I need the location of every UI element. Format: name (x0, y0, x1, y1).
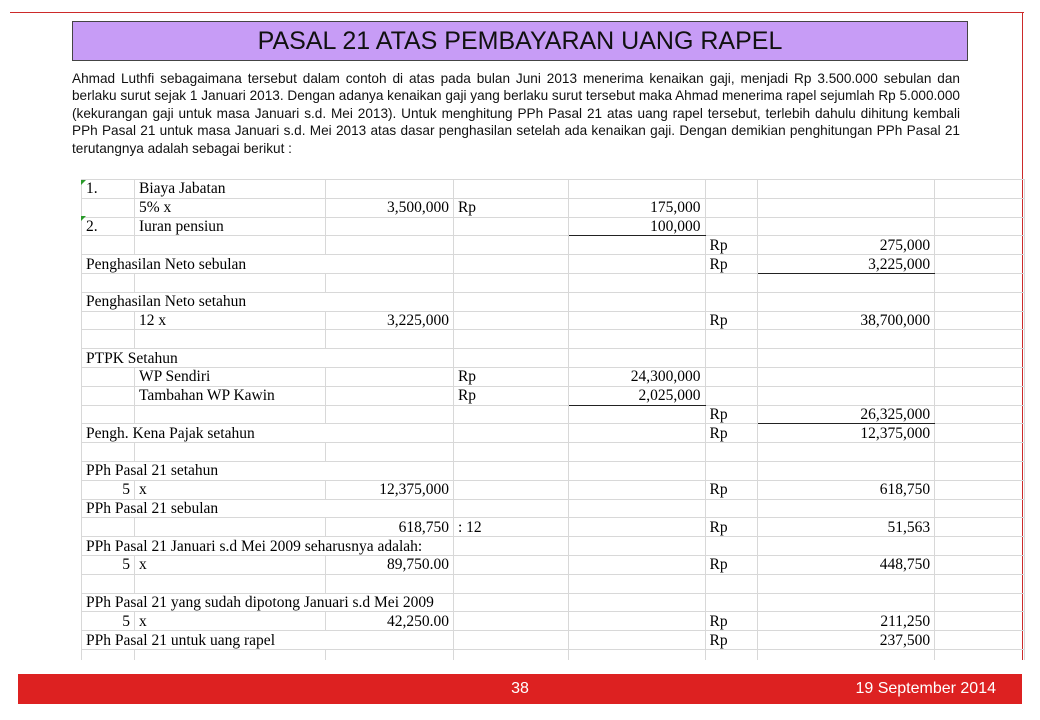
cell-h (935, 443, 1025, 462)
cell-c (325, 443, 453, 462)
cell-d: Rp (453, 386, 568, 405)
cell-f (705, 537, 758, 556)
cell-c (325, 574, 453, 593)
cell-e: 100,000 (568, 217, 705, 236)
table-row (82, 255, 1025, 274)
table-row (82, 499, 1025, 518)
cell-f (705, 349, 758, 368)
intro-paragraph: Ahmad Luthfi sebagaimana tersebut dalam contoh di atas pada bulan Juni 2013 menerima kenaikan gaji, menjadi Rp 3.500.000 sebulan dan berlaku surut sejak 1 Januari 2013. Dengan adanya kenaikan gaji yang berlaku surut tersebut maka Ahmad menerima rapel sejumlah Rp 5.000.000 (kekurangan gaji untuk masa Januari s.d. Mei 2013). Untuk menghitung PPh Pasal 21 atas uang rapel tersebut, terlebih dahulu dihitung kembali PPh Pasal 21 untuk masa Januari s.d. Mei 2013 atas dasar penghasilan setelah ada kenaikan gaji. Dengan demikian penghitungan PPh Pasal 21 terutangnya adalah sebagai berikut : (72, 71, 960, 156)
cell-g (758, 537, 935, 556)
cell-d (453, 424, 568, 443)
cell-c (325, 367, 453, 386)
cell-g (758, 593, 935, 612)
cell-g: 51,563 (758, 518, 935, 537)
cell-g (758, 273, 935, 292)
cell-f (705, 198, 758, 217)
cell-f (705, 367, 758, 386)
cell-b: Tambahan WP Kawin (134, 386, 325, 405)
cell-f (705, 499, 758, 518)
cell-e (568, 461, 705, 480)
cell-h (935, 555, 1025, 574)
cell-h (935, 236, 1025, 255)
cell-c: 3,225,000 (325, 311, 453, 330)
cell-a (82, 518, 135, 537)
cell-d (453, 349, 568, 368)
cell-d (453, 330, 568, 349)
cell-b: Iuran pensiun (134, 217, 325, 236)
cell-f: Rp (705, 424, 758, 443)
footer-date: 19 September 2014 (855, 680, 996, 697)
row-label: PTPK Setahun (82, 349, 454, 368)
cell-f: Rp (705, 480, 758, 499)
cell-h (935, 424, 1025, 443)
cell-h (935, 255, 1025, 274)
cell-g: 38,700,000 (758, 311, 935, 330)
cell-e (568, 649, 705, 660)
cell-b: Biaya Jabatan (134, 180, 325, 199)
row-label: Penghasilan Neto setahun (82, 292, 454, 311)
cell-d: : 12 (453, 518, 568, 537)
cell-f (705, 292, 758, 311)
table-row (82, 555, 1025, 574)
cell-d (453, 537, 568, 556)
cell-f (705, 574, 758, 593)
cell-g (758, 386, 935, 405)
cell-b (134, 574, 325, 593)
table-row (82, 236, 1025, 255)
table-row (82, 292, 1025, 311)
cell-d (453, 405, 568, 424)
table-row (82, 518, 1025, 537)
cell-a (82, 386, 135, 405)
cell-a (82, 443, 135, 462)
cell-b: 5% x (134, 198, 325, 217)
cell-g (758, 217, 935, 236)
cell-f: Rp (705, 518, 758, 537)
row-label: Penghasilan Neto sebulan (82, 255, 454, 274)
table-row (82, 593, 1025, 612)
cell-e (568, 518, 705, 537)
cell-d (453, 292, 568, 311)
cell-b: 12 x (134, 311, 325, 330)
cell-d (453, 311, 568, 330)
cell-f: Rp (705, 612, 758, 631)
cell-d (453, 499, 568, 518)
cell-e (568, 631, 705, 650)
row-label: PPh Pasal 21 setahun (82, 461, 454, 480)
cell-g (758, 198, 935, 217)
table-row (82, 574, 1025, 593)
cell-c (325, 180, 453, 199)
cell-g (758, 574, 935, 593)
cell-g (758, 367, 935, 386)
cell-c: 12,375,000 (325, 480, 453, 499)
cell-f (705, 180, 758, 199)
table-row (82, 273, 1025, 292)
cell-d (453, 180, 568, 199)
cell-c: 618,750 (325, 518, 453, 537)
cell-f: Rp (705, 236, 758, 255)
cell-d (453, 480, 568, 499)
cell-c: 3,500,000 (325, 198, 453, 217)
cell-d (453, 273, 568, 292)
cell-g (758, 292, 935, 311)
row-label: PPh Pasal 21 untuk uang rapel (82, 631, 454, 650)
table-row (82, 311, 1025, 330)
table-row (82, 649, 1025, 660)
table-row (82, 631, 1025, 650)
cell-f: Rp (705, 555, 758, 574)
table-row (82, 386, 1025, 405)
cell-b (134, 649, 325, 660)
cell-g: 618,750 (758, 480, 935, 499)
cell-h (935, 180, 1025, 199)
cell-f (705, 443, 758, 462)
cell-g: 12,375,000 (758, 424, 935, 443)
cell-d (453, 574, 568, 593)
cell-e (568, 311, 705, 330)
cell-h (935, 499, 1025, 518)
row-label: PPh Pasal 21 Januari s.d Mei 2009 seharusnya adalah: (82, 537, 454, 556)
cell-d (453, 555, 568, 574)
cell-g (758, 349, 935, 368)
table-row (82, 217, 1025, 236)
cell-a (82, 236, 135, 255)
cell-g: 237,500 (758, 631, 935, 650)
cell-c (325, 217, 453, 236)
cell-h (935, 405, 1025, 424)
table-row (82, 367, 1025, 386)
table-row (82, 180, 1025, 199)
cell-d (453, 649, 568, 660)
cell-a (82, 273, 135, 292)
cell-d (453, 217, 568, 236)
cell-e (568, 405, 705, 424)
cell-b (134, 330, 325, 349)
cell-e (568, 330, 705, 349)
cell-f: Rp (705, 311, 758, 330)
cell-g (758, 180, 935, 199)
cell-b (134, 405, 325, 424)
cell-f (705, 330, 758, 349)
cell-h (935, 480, 1025, 499)
cell-note-marker (81, 216, 86, 221)
cell-c (325, 405, 453, 424)
cell-g (758, 499, 935, 518)
cell-d (453, 593, 568, 612)
cell-e (568, 612, 705, 631)
cell-c (325, 236, 453, 255)
slide-frame-top (10, 12, 1024, 13)
cell-e (568, 555, 705, 574)
table-row (82, 480, 1025, 499)
cell-g: 448,750 (758, 555, 935, 574)
cell-c: 89,750.00 (325, 555, 453, 574)
cell-a: 2. (82, 217, 135, 236)
cell-b (134, 273, 325, 292)
cell-f (705, 461, 758, 480)
cell-e: 2,025,000 (568, 386, 705, 405)
cell-h (935, 349, 1025, 368)
cell-e (568, 593, 705, 612)
table-row (82, 461, 1025, 480)
cell-h (935, 292, 1025, 311)
cell-a (82, 367, 135, 386)
cell-a: 5 (82, 480, 135, 499)
cell-b (134, 443, 325, 462)
cell-b (134, 518, 325, 537)
cell-h (935, 386, 1025, 405)
table-row (82, 349, 1025, 368)
cell-f (705, 273, 758, 292)
cell-note-marker (81, 180, 86, 185)
cell-d (453, 612, 568, 631)
cell-h (935, 612, 1025, 631)
cell-h (935, 273, 1025, 292)
calculation-table (81, 179, 1025, 660)
cell-b: x (134, 480, 325, 499)
cell-h (935, 367, 1025, 386)
cell-d (453, 236, 568, 255)
cell-h (935, 518, 1025, 537)
cell-g (758, 649, 935, 660)
cell-d (453, 461, 568, 480)
cell-a: 5 (82, 555, 135, 574)
cell-h (935, 311, 1025, 330)
cell-h (935, 649, 1025, 660)
cell-e (568, 255, 705, 274)
cell-f (705, 593, 758, 612)
cell-f (705, 217, 758, 236)
cell-h (935, 537, 1025, 556)
cell-c (325, 649, 453, 660)
cell-a: 1. (82, 180, 135, 199)
cell-c: 42,250.00 (325, 612, 453, 631)
table-row (82, 612, 1025, 631)
cell-d (453, 255, 568, 274)
cell-a (82, 311, 135, 330)
cell-f: Rp (705, 405, 758, 424)
cell-g (758, 443, 935, 462)
cell-c (325, 386, 453, 405)
cell-g (758, 461, 935, 480)
cell-f: Rp (705, 631, 758, 650)
cell-e (568, 443, 705, 462)
cell-c (325, 330, 453, 349)
cell-a (82, 198, 135, 217)
table-row (82, 443, 1025, 462)
cell-g: 211,250 (758, 612, 935, 631)
cell-h (935, 198, 1025, 217)
cell-e (568, 292, 705, 311)
cell-g (758, 330, 935, 349)
cell-f (705, 649, 758, 660)
cell-h (935, 631, 1025, 650)
cell-b (134, 236, 325, 255)
cell-a (82, 405, 135, 424)
cell-e (568, 236, 705, 255)
page-number: 38 (511, 680, 529, 697)
cell-g: 26,325,000 (758, 405, 935, 424)
cell-e (568, 424, 705, 443)
cell-e (568, 480, 705, 499)
cell-b: x (134, 555, 325, 574)
cell-h (935, 461, 1025, 480)
cell-d (453, 631, 568, 650)
table-row (82, 330, 1025, 349)
cell-a (82, 330, 135, 349)
row-label: PPh Pasal 21 yang sudah dipotong Januari s.d Mei 2009 (82, 593, 454, 612)
table-row (82, 424, 1025, 443)
cell-b: x (134, 612, 325, 631)
cell-f (705, 386, 758, 405)
cell-g: 275,000 (758, 236, 935, 255)
cell-f: Rp (705, 255, 758, 274)
cell-e (568, 273, 705, 292)
cell-e (568, 180, 705, 199)
cell-d (453, 443, 568, 462)
table-row (82, 405, 1025, 424)
table-row (82, 537, 1025, 556)
cell-d: Rp (453, 367, 568, 386)
cell-e: 175,000 (568, 198, 705, 217)
cell-h (935, 593, 1025, 612)
row-label: PPh Pasal 21 sebulan (82, 499, 454, 518)
slide-title: PASAL 21 ATAS PEMBAYARAN UANG RAPEL (72, 21, 968, 61)
cell-b: WP Sendiri (134, 367, 325, 386)
cell-e (568, 349, 705, 368)
cell-h (935, 217, 1025, 236)
table-row (82, 198, 1025, 217)
cell-e (568, 537, 705, 556)
cell-a (82, 649, 135, 660)
cell-e (568, 574, 705, 593)
row-label: Pengh. Kena Pajak setahun (82, 424, 454, 443)
cell-e (568, 499, 705, 518)
cell-c (325, 273, 453, 292)
cell-h (935, 330, 1025, 349)
cell-g: 3,225,000 (758, 255, 935, 274)
cell-d: Rp (453, 198, 568, 217)
cell-e: 24,300,000 (568, 367, 705, 386)
cell-a (82, 574, 135, 593)
cell-a: 5 (82, 612, 135, 631)
cell-h (935, 574, 1025, 593)
